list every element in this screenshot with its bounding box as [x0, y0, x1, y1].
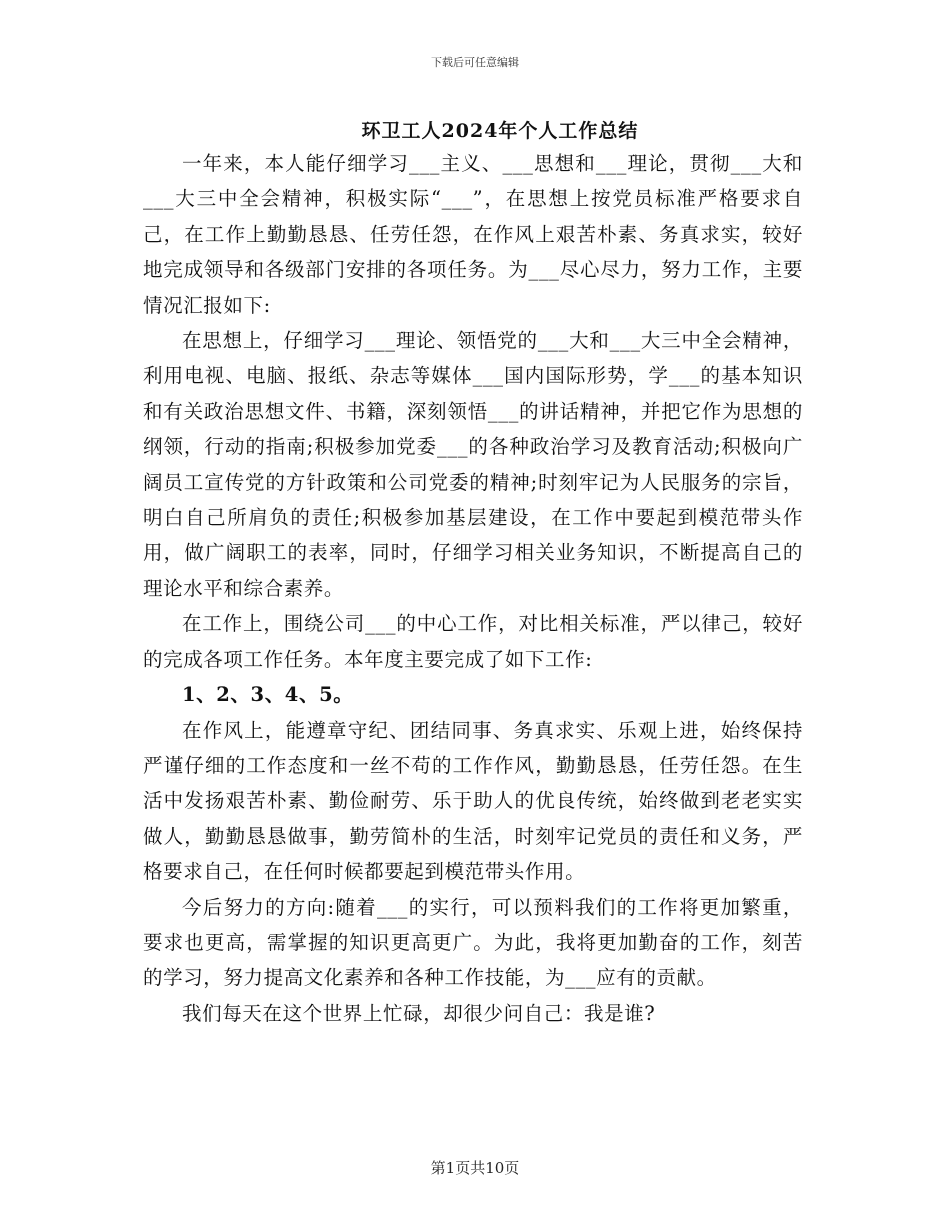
download-note: 下载后可任意编辑	[431, 56, 519, 69]
paragraph-direction: 今后努力的方向:随着___的实行，可以预料我们的工作将更加繁重，要求也更高，需掌握的知识更高更广。为此，我将更加勤奋的工作，刻苦的学习，努力提高文化素养和各种工作技能，为___应有的贡献。	[143, 895, 803, 990]
paragraph-closing: 我们每天在这个世界上忙碌，却很少问自己：我是谁?	[182, 1001, 656, 1025]
document-title: 环卫工人2024年个人工作总结	[361, 120, 639, 142]
paragraph-ideology: 在思想上，仔细学习___理论、领悟党的___大和___大三中全会精神，利用电视、电脑、报纸、杂志等媒体___国内国际形势，学___的基本知识和有关政治思想文件、书籍，深刻领悟___的讲话精神，并把它作为思想的纲领，行动的指南;积极参加党委___的各种政治学习及教育活动;积极向广阔员工宣传党的方针政策和公司党委的精神;时刻牢记为人民服务的宗旨，明白自己所肩负的责任;积极参加基层建设，在工作中要起到模范带头作用，做广阔职工的表率，同时，仔细学习相关业务知识，不断提高自己的理论水平和综合素养。	[143, 329, 803, 600]
paragraph-style: 在作风上，能遵章守纪、团结同事、务真求实、乐观上进，始终保持严谨仔细的工作态度和一丝不苟的工作作风，勤勤恳恳，任劳任怨。在生活中发扬艰苦朴素、勤俭耐劳、乐于助人的优良传统，始终做到老老实实做人，勤勤恳恳做事，勤劳简朴的生活，时刻牢记党员的责任和义务，严格要求自己，在任何时候都要起到模范带头作用。	[143, 718, 803, 884]
paragraph-work-items: 1、2、3、4、5。	[182, 683, 354, 707]
paragraph-work: 在工作上，围绕公司___的中心工作，对比相关标准，严以律己，较好的完成各项工作任务。本年度主要完成了如下工作:	[143, 612, 803, 671]
paragraph-intro: 一年来，本人能仔细学习___主义、___思想和___理论，贯彻___大和___大三中全会精神，积极实际“___”，在思想上按党员标准严格要求自己，在工作上勤勤恳恳、任劳任怨，在作风上艰苦朴素、务真求实，较好地完成领导和各级部门安排的各项任务。为___尽心尽力，努力工作，主要情况汇报如下:	[143, 152, 803, 317]
page-number: 第1页共10页	[430, 1159, 520, 1177]
document-body	[143, 146, 803, 1031]
